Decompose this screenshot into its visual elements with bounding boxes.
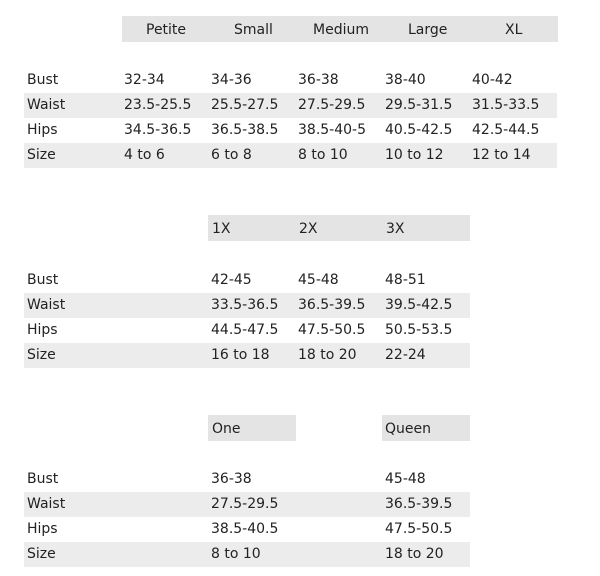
table-cell: 36.5-38.5 [211, 122, 279, 138]
header-cell: Queen [385, 421, 431, 437]
table-cell: 10 to 12 [385, 147, 444, 163]
table-cell: 38.5-40.5 [211, 521, 279, 537]
table-row [24, 517, 470, 542]
header-cell: XL [505, 22, 523, 38]
table-cell: 36-38 [298, 72, 339, 88]
table-row [24, 68, 557, 93]
table-row [24, 143, 557, 168]
table-cell: 25.5-27.5 [211, 97, 279, 113]
table-cell: 42.5-44.5 [472, 122, 540, 138]
table-cell: 47.5-50.5 [385, 521, 453, 537]
row-label: Waist [27, 496, 66, 512]
header-cell: 3X [386, 221, 405, 237]
table-cell: 22-24 [385, 347, 426, 363]
table-row [24, 293, 470, 318]
row-label: Waist [27, 97, 66, 113]
table-cell: 23.5-25.5 [124, 97, 192, 113]
table-row [24, 343, 470, 368]
table-row [24, 118, 557, 143]
header-cell: Small [234, 22, 273, 38]
table-cell: 48-51 [385, 272, 426, 288]
table-cell: 34-36 [211, 72, 252, 88]
table-cell: 29.5-31.5 [385, 97, 453, 113]
table-cell: 47.5-50.5 [298, 322, 366, 338]
header-cell: Petite [146, 22, 187, 38]
table-row [24, 492, 470, 517]
table-cell: 12 to 14 [472, 147, 531, 163]
header-cell: 2X [299, 221, 318, 237]
table-cell: 36-38 [211, 471, 252, 487]
table-cell: 36.5-39.5 [385, 496, 453, 512]
row-label: Bust [27, 272, 59, 288]
table-cell: 34.5-36.5 [124, 122, 192, 138]
table-header [122, 16, 558, 42]
table-cell: 8 to 10 [298, 147, 348, 163]
table-header [208, 415, 296, 441]
table-cell: 50.5-53.5 [385, 322, 453, 338]
row-label: Size [27, 347, 56, 363]
table-cell: 40.5-42.5 [385, 122, 453, 138]
table-cell: 42-45 [211, 272, 252, 288]
table-cell: 31.5-33.5 [472, 97, 540, 113]
row-label: Bust [27, 471, 59, 487]
table-cell: 36.5-39.5 [298, 297, 366, 313]
table-cell: 32-34 [124, 72, 165, 88]
table-row [24, 268, 470, 293]
table-cell: 39.5-42.5 [385, 297, 453, 313]
table-row [24, 318, 470, 343]
row-label: Hips [27, 122, 58, 138]
table-row [24, 467, 470, 492]
table-cell: 16 to 18 [211, 347, 270, 363]
table-cell: 40-42 [472, 72, 513, 88]
table-cell: 44.5-47.5 [211, 322, 279, 338]
table-cell: 27.5-29.5 [211, 496, 279, 512]
row-label: Hips [27, 322, 58, 338]
row-label: Waist [27, 297, 66, 313]
table-cell: 38-40 [385, 72, 426, 88]
table-cell: 18 to 20 [385, 546, 444, 562]
table-cell: 45-48 [298, 272, 339, 288]
row-label: Bust [27, 72, 59, 88]
row-label: Size [27, 147, 56, 163]
header-cell: Large [408, 22, 448, 38]
header-cell: Medium [313, 22, 369, 38]
table-cell: 33.5-36.5 [211, 297, 279, 313]
table-header [382, 415, 470, 441]
header-cell: 1X [212, 221, 231, 237]
table-cell: 8 to 10 [211, 546, 261, 562]
table-cell: 27.5-29.5 [298, 97, 366, 113]
table-row [24, 542, 470, 567]
table-cell: 18 to 20 [298, 347, 357, 363]
table-cell: 38.5-40-5 [298, 122, 366, 138]
table-cell: 6 to 8 [211, 147, 252, 163]
header-cell: One [212, 421, 241, 437]
table-cell: 4 to 6 [124, 147, 165, 163]
table-cell: 45-48 [385, 471, 426, 487]
row-label: Size [27, 546, 56, 562]
table-row [24, 93, 557, 118]
table-header [208, 215, 470, 241]
row-label: Hips [27, 521, 58, 537]
